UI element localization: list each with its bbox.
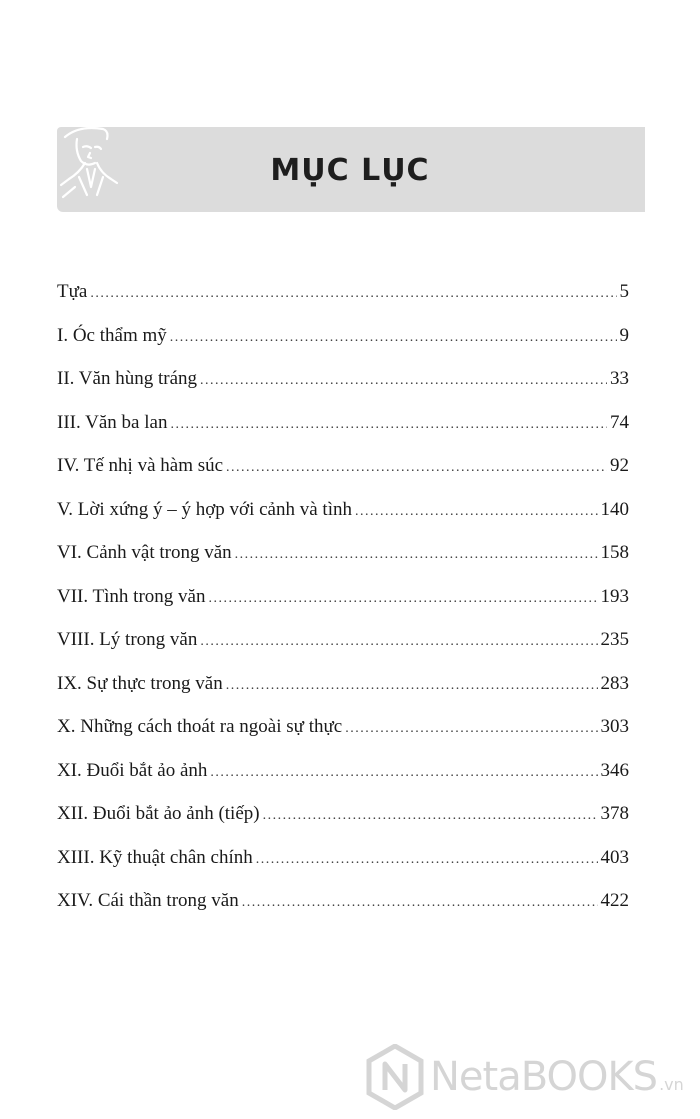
toc-entry bbox=[57, 630, 629, 674]
watermark-suffix: .vn bbox=[659, 1075, 684, 1094]
toc-entry-title: XI. Đuổi bắt ảo ảnh bbox=[57, 759, 208, 781]
toc-entry-title: IX. Sự thực trong văn bbox=[57, 672, 223, 694]
toc-dot-leader bbox=[90, 287, 616, 301]
toc-dot-leader bbox=[170, 418, 607, 432]
toc-entry-title: VI. Cảnh vật trong văn bbox=[57, 542, 232, 563]
toc-entry-page: 92 bbox=[610, 455, 629, 476]
toc-entry bbox=[57, 282, 629, 326]
toc-entry-page: 346 bbox=[600, 759, 629, 781]
page-title: MỤC LỤC bbox=[270, 153, 430, 188]
toc-entry bbox=[57, 804, 629, 848]
toc-entry-page: 5 bbox=[619, 281, 629, 302]
toc-dot-leader bbox=[355, 505, 598, 519]
toc-entry-title: II. Văn hùng tráng bbox=[57, 368, 198, 389]
netabooks-logo-icon bbox=[366, 1044, 424, 1110]
toc-entry-page: 158 bbox=[600, 542, 629, 563]
toc-dot-leader bbox=[170, 331, 617, 345]
toc-dot-leader bbox=[226, 679, 598, 693]
toc-dot-leader bbox=[200, 374, 607, 388]
toc-entry-page: 9 bbox=[619, 324, 629, 346]
toc-entry-page: 422 bbox=[600, 890, 629, 911]
toc-dot-leader bbox=[210, 766, 597, 780]
toc-entry-title: III. Văn ba lan bbox=[57, 411, 168, 433]
toc-dot-leader bbox=[208, 592, 597, 606]
toc-entry bbox=[57, 891, 629, 935]
toc-entry bbox=[57, 500, 629, 544]
toc-entry-title: Tựa bbox=[57, 281, 88, 302]
toc-entry bbox=[57, 717, 629, 761]
toc-entry bbox=[57, 543, 629, 587]
toc-entry-page: 33 bbox=[610, 368, 629, 389]
toc-entry bbox=[57, 761, 629, 805]
toc-entry-page: 193 bbox=[600, 585, 629, 607]
table-of-contents bbox=[57, 282, 629, 935]
toc-entry bbox=[57, 456, 629, 500]
toc-entry-title: XII. Đuổi bắt ảo ảnh (tiếp) bbox=[57, 803, 260, 824]
toc-entry bbox=[57, 413, 629, 457]
toc-dot-leader bbox=[235, 548, 598, 562]
toc-dot-leader bbox=[226, 461, 607, 475]
toc-dot-leader bbox=[256, 853, 598, 867]
toc-entry-title: XIII. Kỹ thuật chân chính bbox=[57, 846, 253, 868]
toc-entry-page: 403 bbox=[600, 846, 629, 868]
toc-entry-page: 235 bbox=[600, 629, 629, 650]
toc-entry-title: XIV. Cái thần trong văn bbox=[57, 890, 239, 911]
toc-dot-leader bbox=[263, 809, 598, 823]
toc-dot-leader bbox=[242, 896, 598, 910]
toc-entry-title: VII. Tình trong văn bbox=[57, 585, 206, 607]
toc-entry-page: 140 bbox=[600, 498, 629, 520]
toc-entry-title: X. Những cách thoát ra ngoài sự thực bbox=[57, 716, 343, 737]
toc-entry-title: IV. Tế nhị và hàm súc bbox=[57, 455, 224, 476]
toc-entry bbox=[57, 848, 629, 892]
toc-entry-title: VIII. Lý trong văn bbox=[57, 629, 198, 650]
toc-entry bbox=[57, 326, 629, 370]
toc-entry-page: 303 bbox=[600, 716, 629, 737]
toc-entry bbox=[57, 587, 629, 631]
toc-dot-leader bbox=[200, 635, 597, 649]
toc-entry bbox=[57, 369, 629, 413]
watermark-brand: NetaBOOKS bbox=[430, 1054, 658, 1100]
toc-entry-page: 378 bbox=[600, 803, 629, 824]
toc-entry bbox=[57, 674, 629, 718]
toc-entry-page: 283 bbox=[600, 672, 629, 694]
toc-entry-page: 74 bbox=[610, 411, 629, 433]
toc-entry-title: V. Lời xứng ý – ý hợp với cảnh và tình bbox=[57, 498, 352, 520]
toc-entry-title: I. Óc thẩm mỹ bbox=[57, 324, 167, 346]
watermark bbox=[366, 1042, 696, 1112]
toc-dot-leader bbox=[345, 722, 597, 736]
